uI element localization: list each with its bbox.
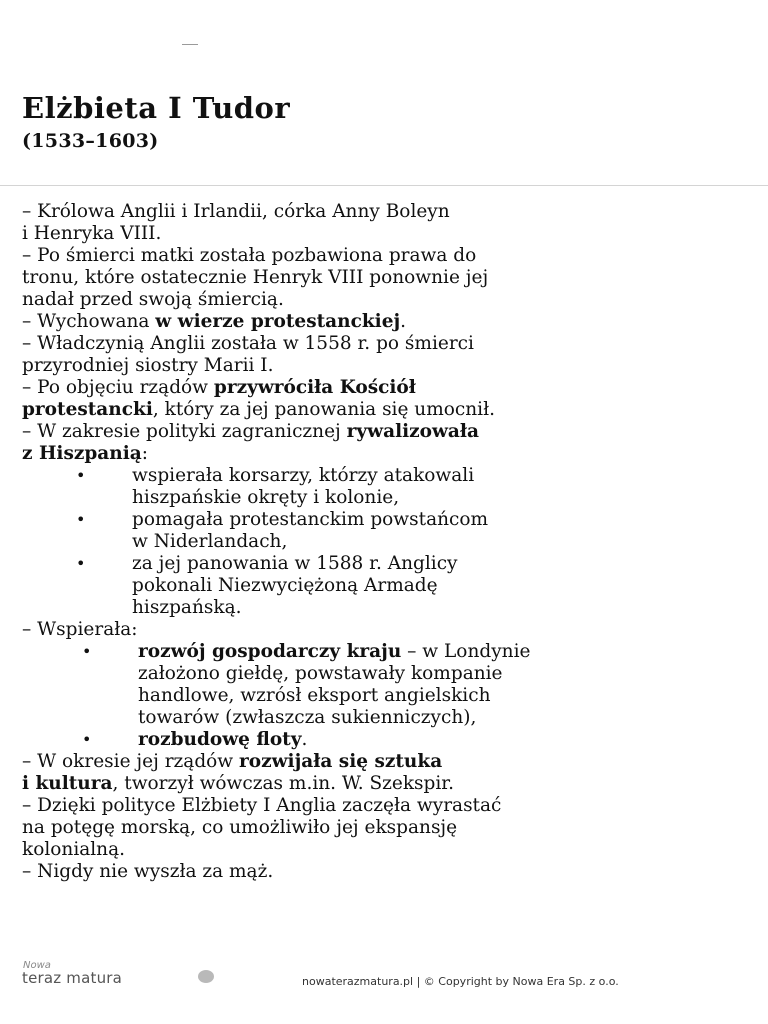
text-run: . xyxy=(301,729,308,750)
bullet-icon: • xyxy=(76,466,86,485)
list-item xyxy=(22,729,752,751)
text-run: , który za jej panowania się umocnił. xyxy=(152,399,495,420)
text-run: – w Londynie xyxy=(401,641,531,662)
text-line: przyrodniej siostry Marii I. xyxy=(22,355,274,376)
text-line: – Po śmierci matki została pozbawiona prawa do xyxy=(22,245,477,266)
text-run: – Po objęciu rządów xyxy=(22,377,214,398)
list-item-continuation: założono giełdę, powstawały kompanie xyxy=(138,663,503,684)
bold-run: rozwijała się sztuka xyxy=(239,751,443,772)
text-run: – Wychowana xyxy=(22,311,156,332)
text-line: nadał przed swoją śmiercią. xyxy=(22,289,284,310)
bullet-icon: • xyxy=(76,554,86,573)
bullet-icon: • xyxy=(82,642,92,661)
text-line: i Henryka VIII. xyxy=(22,223,162,244)
bold-run: z Hiszpanią xyxy=(22,443,142,464)
list-item-text: za jej panowania w 1588 r. Anglicy xyxy=(132,553,458,574)
top-divider-dash xyxy=(182,44,198,45)
logo-brand-text: teraz matura xyxy=(22,969,123,987)
list-item-continuation: w Niderlandach, xyxy=(132,531,288,552)
text-run: – W okresie jej rządów xyxy=(22,751,240,772)
list-item-continuation: pokonali Niezwyciężoną Armadę xyxy=(132,575,438,596)
bold-run: rywalizowała xyxy=(346,421,479,442)
text-line xyxy=(22,399,752,421)
header-divider xyxy=(0,185,768,186)
page-title: Elżbieta I Tudor xyxy=(22,91,291,125)
text-line xyxy=(22,421,752,443)
text-line xyxy=(22,443,752,465)
copyright-text: nowaterazmatura.pl | © Copyright by Nowa Era Sp. z o.o. xyxy=(302,975,619,988)
lifespan-dates: (1533–1603) xyxy=(22,130,159,152)
article-body xyxy=(22,201,752,883)
list-item-continuation: towarów (zwłaszcza sukienniczych), xyxy=(138,707,477,728)
page-footer xyxy=(0,958,768,998)
text-run: : xyxy=(141,443,148,464)
text-line xyxy=(22,751,752,773)
text-line: – Wspierała: xyxy=(22,619,138,640)
bold-run: rozwój gospodarczy kraju xyxy=(138,641,402,662)
text-line: tronu, które ostatecznie Henryk VIII ponownie jej xyxy=(22,267,489,288)
text-run: – W zakresie polityki zagranicznej xyxy=(22,421,347,442)
bold-run: rozbudowę floty xyxy=(138,729,302,750)
list-item xyxy=(22,465,752,487)
list-item xyxy=(22,553,752,575)
bold-run: protestancki xyxy=(22,399,153,420)
text-line xyxy=(22,773,752,795)
bold-run: przywróciła Kościół xyxy=(213,377,416,398)
text-run: , tworzył wówczas m.in. W. Szekspir. xyxy=(112,773,454,794)
list-item-text: pomagała protestanckim powstańcom xyxy=(132,509,489,530)
text-line: na potęgę morską, co umożliwiło jej ekspansję xyxy=(22,817,458,838)
text-line: – Dzięki polityce Elżbiety I Anglia zaczęła wyrastać xyxy=(22,795,502,816)
logo-badge-icon xyxy=(198,970,214,983)
text-line: – Władczynią Anglii została w 1558 r. po śmierci xyxy=(22,333,474,354)
text-line xyxy=(22,311,752,333)
text-line: kolonialną. xyxy=(22,839,126,860)
text-line xyxy=(22,377,752,399)
bold-run: w wierze protestanckiej xyxy=(155,311,401,332)
list-item-text: wspierała korsarzy, którzy atakowali xyxy=(132,465,475,486)
list-item-continuation: hiszpańskie okręty i kolonie, xyxy=(132,487,400,508)
text-line: – Nigdy nie wyszła za mąż. xyxy=(22,861,274,882)
bold-run: i kultura xyxy=(22,773,113,794)
bullet-icon: • xyxy=(76,510,86,529)
logo-small-text: Nowa xyxy=(23,960,51,971)
list-item xyxy=(22,509,752,531)
bullet-icon: • xyxy=(82,730,92,749)
list-item xyxy=(22,641,752,663)
text-line: – Królowa Anglii i Irlandii, córka Anny Boleyn xyxy=(22,201,450,222)
text-run: . xyxy=(400,311,407,332)
list-item-continuation: handlowe, wzrósł eksport angielskich xyxy=(138,685,491,706)
list-item-continuation: hiszpańską. xyxy=(132,597,242,618)
